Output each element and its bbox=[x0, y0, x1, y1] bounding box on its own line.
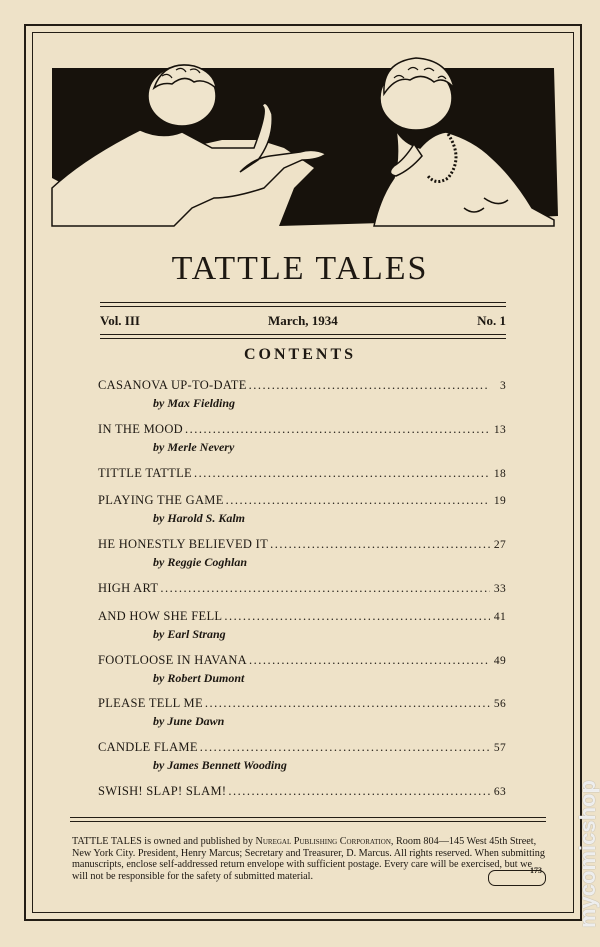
toc-entry-author: by June Dawn bbox=[153, 714, 225, 728]
leader-dots bbox=[249, 378, 490, 393]
publisher-notice bbox=[72, 836, 550, 882]
volume-label: Vol. III bbox=[100, 313, 140, 328]
toc-entry-page: 18 bbox=[493, 468, 506, 480]
toc-entry-author: by Reggie Coghlan bbox=[153, 555, 248, 569]
notice-rest: , Room 804—145 West 45th Street, New York City. President, Henry Marcus; Secretary and Treasurer, D. Marcus. All rights reserved. When submitting manuscripts, enclose self-addressed return envelope with sufficient postage. Every care will be exercised, but we will not be responsible for the safety of submitted material. bbox=[72, 836, 545, 882]
rule-bottom-1 bbox=[100, 334, 506, 335]
toc-entry bbox=[98, 422, 506, 455]
toc-entry bbox=[98, 581, 506, 596]
toc-entry-title: CASANOVA UP-TO-DATE bbox=[98, 378, 247, 392]
toc-entry-author: by Max Fielding bbox=[153, 396, 236, 410]
publisher-name: Nuregal Publishing Corporation bbox=[255, 836, 391, 847]
toc-entry-page: 19 bbox=[493, 495, 506, 507]
toc-entry-author: by Earl Strang bbox=[153, 627, 226, 641]
rule-top-1 bbox=[100, 302, 506, 303]
leader-dots bbox=[185, 422, 490, 437]
watermark-text: mycomicshop bbox=[575, 780, 600, 928]
toc-entry bbox=[98, 537, 506, 570]
issue-date: March, 1934 bbox=[268, 313, 338, 328]
toc-entry-page: 3 bbox=[499, 380, 506, 392]
toc-entry-title: HE HONESTLY BELIEVED IT bbox=[98, 537, 269, 551]
toc-entry-title: AND HOW SHE FELL bbox=[98, 609, 223, 623]
toc-entry-page: 56 bbox=[493, 698, 506, 710]
footer-rule-2 bbox=[70, 821, 546, 822]
toc-entry bbox=[98, 740, 506, 773]
magazine-title: TATTLE TALES bbox=[171, 250, 429, 287]
toc-entry-author: by Merle Nevery bbox=[153, 440, 235, 454]
toc-entry-title: IN THE MOOD bbox=[98, 422, 184, 436]
toc-entry-author: by Robert Dumont bbox=[153, 671, 245, 685]
toc-entry bbox=[98, 784, 506, 799]
leader-dots bbox=[200, 740, 490, 755]
toc-entry bbox=[98, 378, 506, 411]
toc-entry-title: CANDLE FLAME bbox=[98, 740, 198, 754]
toc-entry-author: by Harold S. Kalm bbox=[153, 511, 246, 525]
toc-entry-page: 33 bbox=[493, 583, 506, 595]
toc-entry-page: 49 bbox=[493, 655, 506, 667]
toc-entry-title: FOOTLOOSE IN HAVANA bbox=[98, 653, 247, 667]
toc-entry-title: TITTLE TATTLE bbox=[98, 466, 192, 480]
toc-entry-page: 57 bbox=[493, 742, 506, 754]
toc-entry-author: by James Bennett Wooding bbox=[153, 758, 287, 772]
toc-entry bbox=[98, 493, 506, 526]
leader-dots bbox=[224, 609, 490, 624]
leader-dots bbox=[249, 653, 490, 668]
toc-entry-page: 13 bbox=[493, 424, 506, 436]
toc-entry bbox=[98, 696, 506, 729]
leader-dots bbox=[160, 581, 490, 596]
print-number: 173 bbox=[530, 866, 542, 875]
contents-heading: CONTENTS bbox=[243, 346, 357, 363]
leader-dots bbox=[228, 784, 490, 799]
issue-number: No. 1 bbox=[477, 313, 506, 328]
leader-dots bbox=[205, 696, 490, 711]
leader-dots bbox=[194, 466, 490, 481]
toc-entry-page: 63 bbox=[493, 786, 506, 798]
header-illustration bbox=[44, 48, 562, 232]
toc-entry-title: PLEASE TELL ME bbox=[98, 696, 203, 710]
rule-top-2 bbox=[100, 306, 506, 307]
leader-dots bbox=[270, 537, 490, 552]
toc-entry-page: 27 bbox=[493, 539, 506, 551]
rule-bottom-2 bbox=[100, 338, 506, 339]
leader-dots bbox=[226, 493, 490, 508]
toc-entry-title: SWISH! SLAP! SLAM! bbox=[98, 784, 227, 798]
notice-lead: TATTLE TALES is owned and published by bbox=[72, 836, 256, 847]
toc-entry bbox=[98, 609, 506, 642]
toc-entry-title: PLAYING THE GAME bbox=[98, 493, 224, 507]
toc-entry bbox=[98, 466, 506, 481]
toc-entry-title: HIGH ART bbox=[98, 581, 159, 595]
toc-entry-page: 41 bbox=[493, 611, 506, 623]
footer-rule-1 bbox=[70, 817, 546, 818]
toc-entry bbox=[98, 653, 506, 686]
watermark bbox=[568, 700, 598, 930]
